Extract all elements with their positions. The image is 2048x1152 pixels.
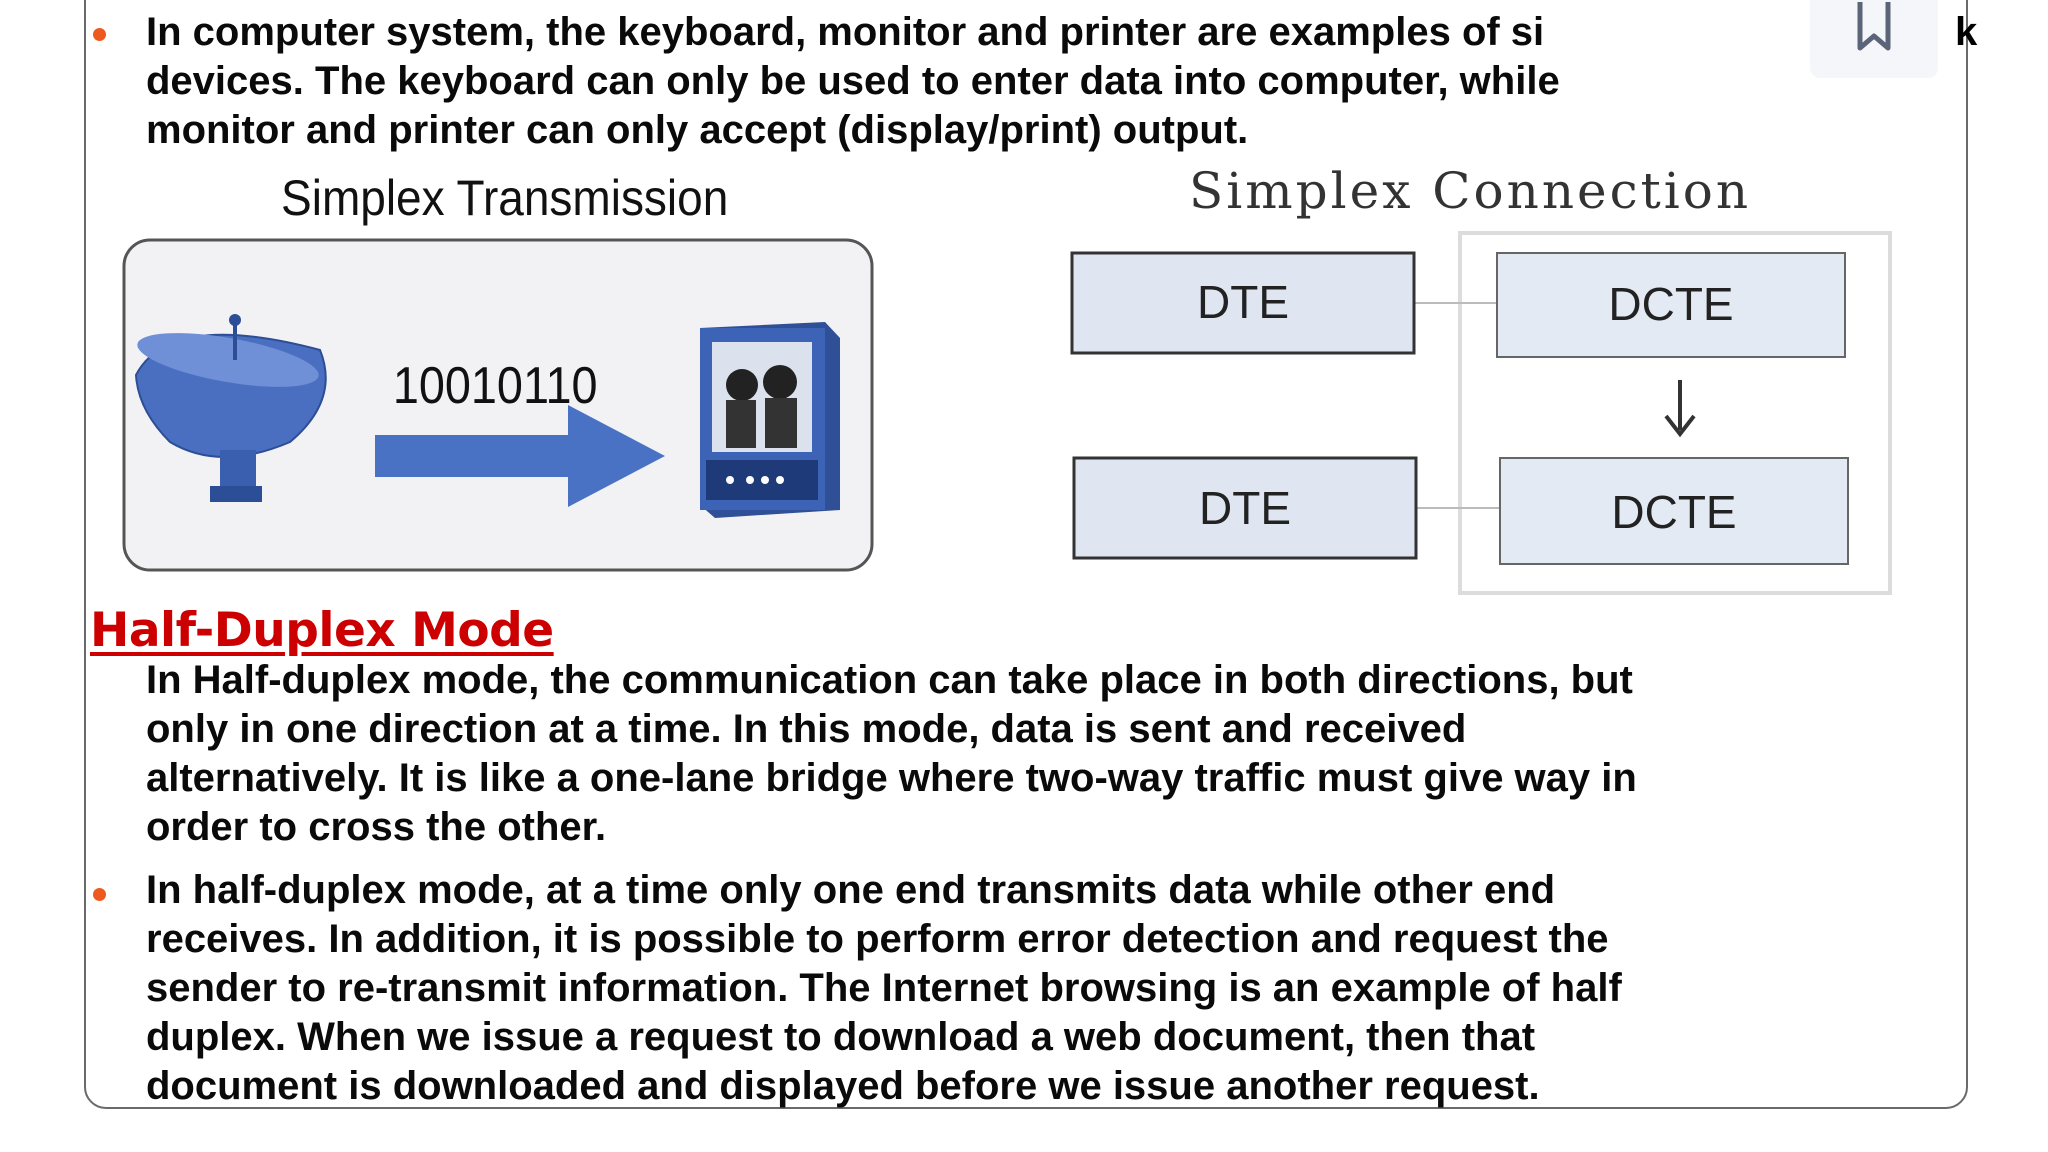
half-duplex-para1-line4: order to cross the other. — [146, 805, 607, 849]
dte-box-top — [1072, 253, 1414, 353]
simplex-transmission-figure — [110, 160, 890, 580]
dte-label-bottom: DTE — [1199, 482, 1291, 534]
half-duplex-para2-line4: duplex. When we issue a request to download a web document, then that — [146, 1015, 1536, 1059]
bookmark-button[interactable] — [1810, 0, 1938, 78]
half-duplex-para1-line3: alternatively. It is like a one-lane bridge where two-way traffic must give way in — [146, 756, 1637, 800]
dte-box-bottom — [1074, 458, 1416, 558]
half-duplex-para2-line5: document is downloaded and displayed before we issue another request. — [146, 1064, 1540, 1108]
half-duplex-heading: Half-Duplex Mode — [90, 603, 554, 658]
bullet-dot-icon — [93, 28, 106, 41]
dcte-label-bottom: DCTE — [1611, 486, 1737, 538]
intro-text: In computer system, the keyboard, monitor and printer are examples of si — [146, 10, 1545, 54]
half-duplex-para2-line2: receives. In addition, it is possible to perform error detection and request the — [146, 917, 1609, 961]
binary-data-label: 10010110 — [392, 356, 598, 415]
simplex-transmission-title: Simplex Transmission — [281, 171, 729, 227]
intro-clipped-suffix: k — [1955, 10, 1978, 54]
intro-line-3: monitor and printer can only accept (display/print) output. — [146, 108, 1249, 152]
bullet-dot-icon — [93, 888, 106, 901]
simplex-connection-figure — [1060, 158, 1920, 608]
simplex-connection-title: Simplex Connection — [1188, 162, 1752, 220]
television-icon — [700, 322, 840, 518]
arrow-down-icon — [1666, 380, 1694, 434]
half-duplex-para2-line1: In half-duplex mode, at a time only one end transmits data while other end — [146, 868, 1556, 912]
intro-line-2: devices. The keyboard can only be used to enter data into computer, while — [146, 59, 1560, 103]
dcte-label-top: DCTE — [1608, 278, 1734, 330]
bookmark-icon — [1810, 0, 1938, 78]
half-duplex-para1-line2: only in one direction at a time. In this mode, data is sent and received — [146, 707, 1467, 751]
dcte-box-bottom — [1500, 458, 1848, 564]
half-duplex-para1-line1: In Half-duplex mode, the communication can take place in both directions, but — [146, 658, 1633, 702]
dte-label-top: DTE — [1197, 276, 1289, 328]
dcte-box-top — [1497, 253, 1845, 357]
half-duplex-para2-line3: sender to re-transmit information. The Internet browsing is an example of half — [146, 966, 1622, 1010]
intro-line-1 — [146, 8, 1544, 57]
